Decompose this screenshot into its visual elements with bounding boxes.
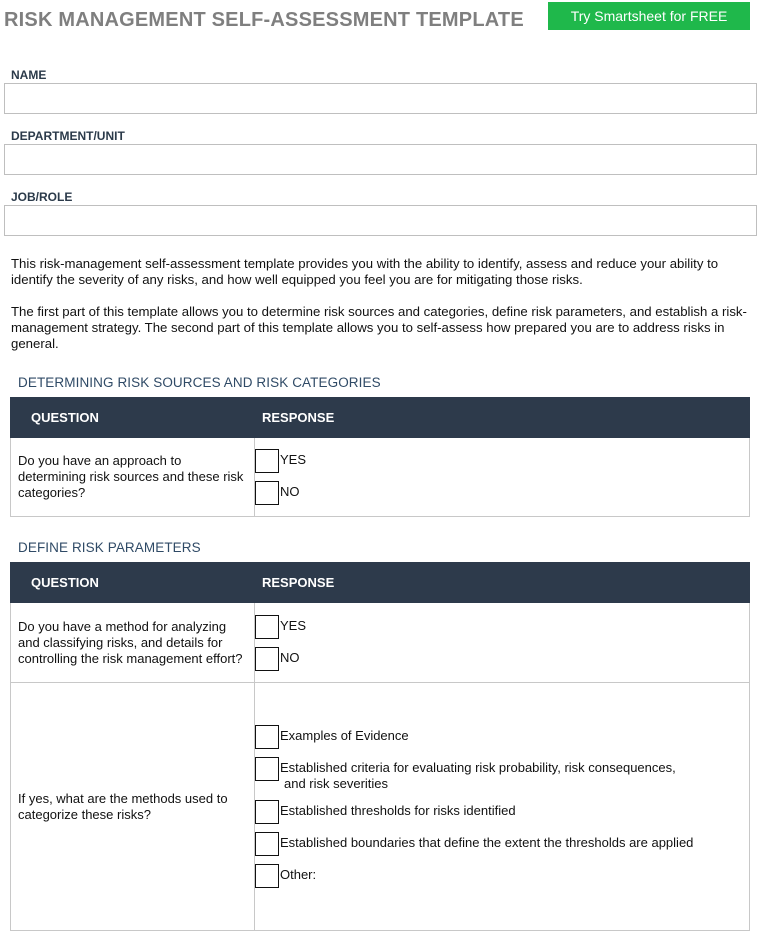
response-cell: [255, 438, 750, 517]
option-yes: [255, 449, 749, 473]
option-label: Other:: [280, 867, 317, 882]
table-header-row: [11, 398, 750, 438]
intro-paragraph-1: This risk-management self-assessment template provides you with the ability to identify, assess and reduce your ability to identify the severity of any risks, and how well equipped you feel you are for mitigating those risks.: [11, 256, 719, 287]
question-cell: Do you have an approach to determining risk sources and these risk categories?: [11, 438, 255, 517]
section-title-risk-parameters: DEFINE RISK PARAMETERS: [18, 540, 201, 555]
established-thresholds-checkbox[interactable]: [255, 800, 279, 824]
table-row: [11, 438, 750, 517]
option-label: YES: [280, 617, 307, 633]
option-label: Established thresholds for risks identified: [280, 803, 516, 818]
name-label: NAME: [11, 68, 47, 82]
examples-of-evidence-checkbox[interactable]: [255, 725, 279, 749]
response-column-header: RESPONSE: [255, 398, 750, 438]
option-label-line: and risk severities: [284, 776, 389, 791]
department-label: DEPARTMENT/UNIT: [11, 129, 125, 143]
option-label: [279, 757, 676, 792]
job-role-label: JOB/ROLE: [11, 190, 73, 204]
table-header-row: [11, 563, 750, 603]
option-label: Established boundaries that define the extent the thresholds are applied: [280, 835, 694, 850]
option-established-thresholds: [255, 800, 749, 824]
option-label-line: Established criteria for evaluating risk probability, risk consequences,: [280, 760, 676, 775]
no-checkbox[interactable]: [255, 647, 279, 671]
page-title: RISK MANAGEMENT SELF-ASSESSMENT TEMPLATE: [4, 9, 524, 31]
option-no: [255, 481, 749, 505]
option-label: YES: [280, 452, 307, 467]
yes-checkbox[interactable]: [255, 449, 279, 473]
option-no: [255, 647, 749, 671]
no-checkbox[interactable]: [255, 481, 279, 505]
response-cell: [255, 683, 750, 931]
other-checkbox[interactable]: [255, 864, 279, 888]
name-input[interactable]: [4, 83, 757, 114]
option-other: [255, 864, 749, 888]
response-cell: [255, 603, 750, 683]
option-established-boundaries: [255, 832, 749, 856]
response-column-header: RESPONSE: [255, 563, 750, 603]
job-role-input[interactable]: [4, 205, 757, 236]
question-cell: If yes, what are the methods used to categorize these risks?: [11, 683, 255, 931]
yes-checkbox[interactable]: [255, 615, 279, 639]
table-row: [11, 603, 750, 683]
established-boundaries-checkbox[interactable]: [255, 832, 279, 856]
question-cell: Do you have a method for analyzing and classifying risks, and details for controlling the risk management effort?: [11, 603, 255, 683]
intro-paragraph-2: The first part of this template allows you to determine risk sources and categories, define risk parameters, and establish a risk-management strategy. The second part of this template allows you to self-assess how prepared you are to address risks in general.: [11, 304, 747, 351]
risk-sources-table: [10, 397, 750, 517]
try-smartsheet-button[interactable]: Try Smartsheet for FREE: [548, 2, 750, 30]
section-title-risk-sources: DETERMINING RISK SOURCES AND RISK CATEGORIES: [18, 375, 381, 390]
established-criteria-checkbox[interactable]: [255, 757, 279, 781]
question-column-header: QUESTION: [11, 398, 255, 438]
option-label: NO: [280, 484, 300, 499]
option-label: Examples of Evidence: [280, 728, 409, 743]
option-examples-of-evidence: [255, 725, 749, 749]
question-column-header: QUESTION: [11, 563, 255, 603]
department-input[interactable]: [4, 144, 757, 175]
option-established-criteria: [255, 757, 749, 792]
table-row: [11, 683, 750, 931]
risk-parameters-table: [10, 562, 750, 931]
option-yes: [255, 615, 749, 639]
option-label: NO: [280, 649, 300, 665]
